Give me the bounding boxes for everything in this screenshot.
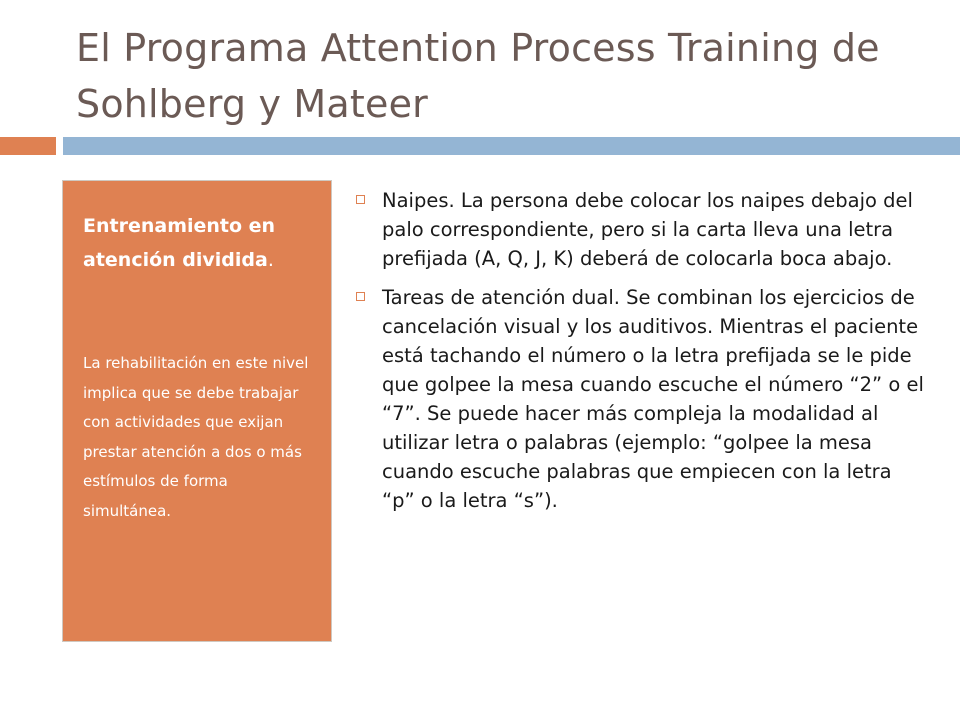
bullet-item [348, 283, 928, 515]
sidebar-heading [83, 209, 311, 277]
accent-bar-orange [0, 137, 56, 155]
sidebar-box [62, 180, 332, 642]
hollow-square-icon [356, 195, 365, 204]
sidebar-heading-text: Entrenamiento en atención dividida [83, 215, 276, 271]
hollow-square-icon [356, 292, 365, 301]
accent-bar-blue [63, 137, 960, 155]
bullet-item [348, 186, 928, 273]
sidebar-body: La rehabilitación en este nivel implica que se debe trabajar con actividades que exijan prestar atención a dos o más estímulos de forma simultánea. [83, 354, 309, 520]
bullet-text: Naipes. La persona debe colocar los naipes debajo del palo correspondiente, pero si la carta lleva una letra prefijada (A, Q, J, K) deberá de colocarla boca abajo. [382, 189, 913, 270]
slide-title: El Programa Attention Process Training de Sohlberg y Mateer [76, 26, 880, 126]
sidebar-heading-period: . [267, 249, 274, 271]
bullet-text: Tareas de atención dual. Se combinan los ejercicios de cancelación visual y los auditivos. Mientras el paciente está tachando el número o la letra prefijada se le pide que golpee la mesa cuando escuche el número “2” o el “7”. Se puede hacer más compleja la modalidad al utilizar letra o palabras (ejemplo: “golpee la mesa cuando escuche palabras que empiecen con la letra “p” o la letra “s”). [382, 286, 924, 512]
bullet-list [348, 186, 928, 525]
